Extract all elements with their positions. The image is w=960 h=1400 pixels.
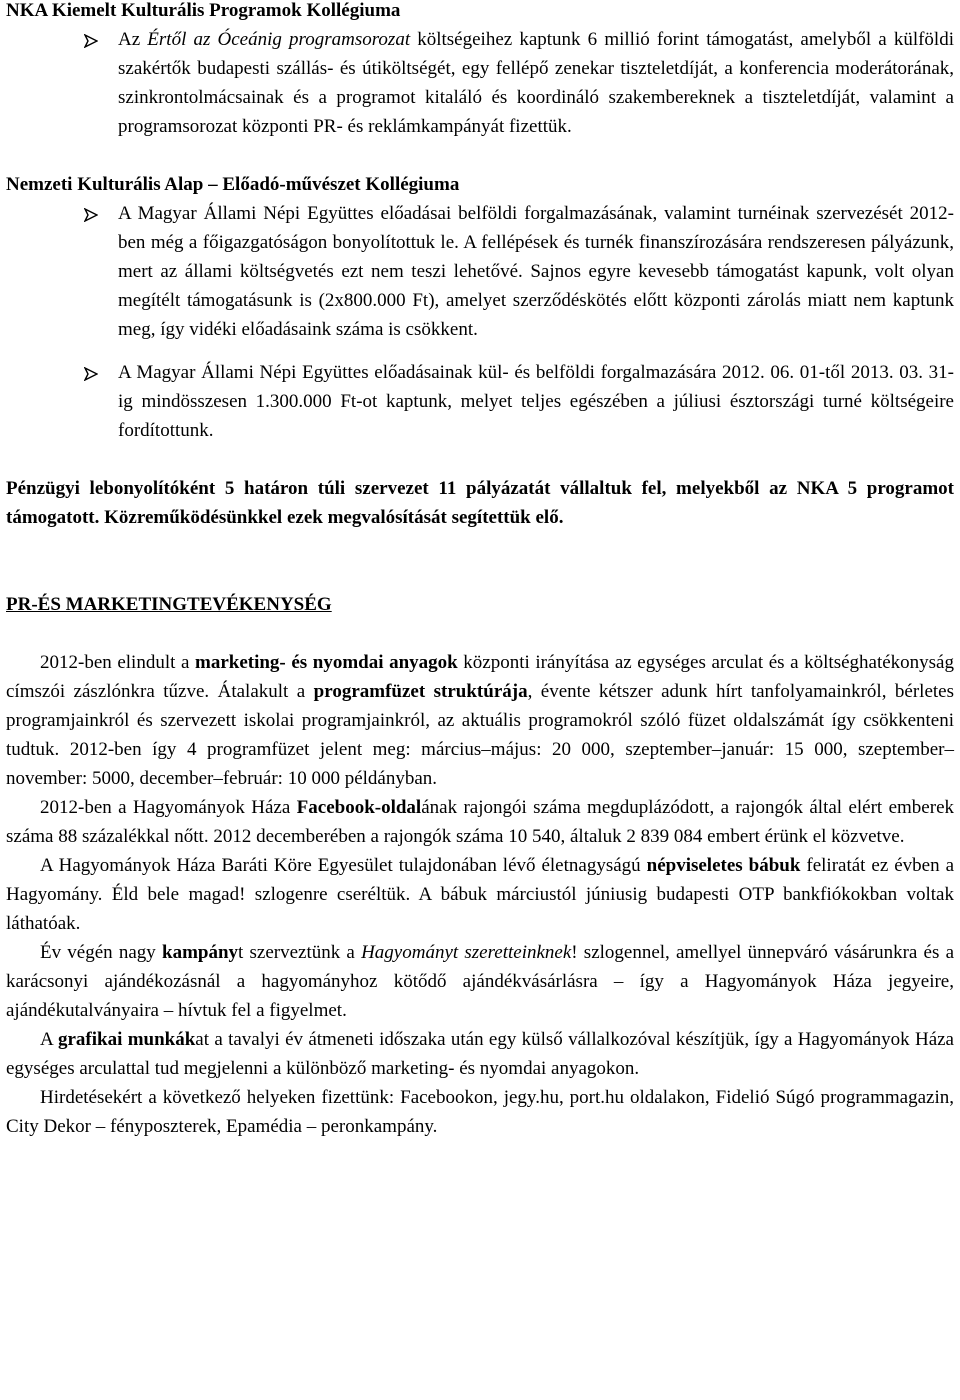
bold-term: marketing- és nyomdai anyagok <box>195 652 458 673</box>
bold-term: grafikai munkák <box>58 1029 196 1050</box>
paragraph-marketing <box>6 648 954 793</box>
nka-eloado-heading: Nemzeti Kulturális Alap – Előadó-művészet Kollégiuma <box>6 174 460 195</box>
list-item <box>6 358 954 445</box>
text-run: at a tavalyi év átmeneti időszaka után egy külső vállalkozóval készítjük, így a Hagyományok Háza egységes arculattal tud megjelenni a különböző marketing- és nyomdai anyagokon. <box>6 1029 954 1079</box>
nka-kiemelt-heading: NKA Kiemelt Kulturális Programok Kollégiuma <box>6 0 401 21</box>
text-run: ának rajongói száma megduplázódott, a rajongók által elért emberek száma 88 százalékkal nőtt. 2012 decemberében a rajongók száma 10 540, általuk 2 839 084 embert érünk el közvetve. <box>6 797 954 847</box>
bold-term: Facebook-oldal <box>296 797 422 818</box>
text-run: A <box>40 1029 58 1050</box>
text-run: ! szlogennel, amellyel ünnepváró vásárunkra és a karácsonyi ajándékozásnál a hagyományhoz kötődő ajándékvásárlásra – így a Hagyományok Háza jegyeire, ajándékutalványaira – hívtuk fel a figyelmet. <box>6 942 955 1021</box>
paragraph-grafika <box>6 1025 954 1083</box>
text-run: , évente kétszer adunk hírt tanfolyamainkról, bérletes programjainkról és szervezett iskolai programjainkról, az aktuális programokról szóló füzet oldalszámát így csökkenteni tudtuk. 2012-ben így 4 programfüzet jelent meg: március–május: 20 000, szeptember–január: 15 000, szeptember–november: 5000, december–február: 10 000 példányban. <box>6 681 954 789</box>
slogan: Hagyományt szeretteinknek <box>361 942 572 963</box>
list-item <box>6 199 954 344</box>
paragraph-hirdetesek: Hirdetésekért a következő helyeken fizettünk: Facebookon, jegy.hu, port.hu oldalakon, Fidelió Súgó programmagazin, City Dekor – fényposzterek, Epamédia – peronkampány. <box>6 1087 954 1137</box>
text-run: 2012-ben elindult a <box>40 652 195 673</box>
text-run: központi irányítása az egységes arculat és a költséghatékonyság címszói zászlónkra tűzve. Átalakult a <box>6 652 954 702</box>
arrow-bullet-icon <box>84 367 98 381</box>
paragraph-kampany <box>6 938 954 1025</box>
text-run: 2012-ben a Hagyományok Háza <box>40 797 297 818</box>
paragraph-facebook <box>6 793 954 851</box>
bullet-text: A Magyar Állami Népi Együttes előadásai belföldi forgalmazásának, valamint turnéinak szervezését 2012-ben még a főigazgatóságon bonyolítottuk le. A fellépések és turnék finanszírozására rendszeresen pályázunk, mert az állami költségvetés ezt nem teszi lehetővé. Sajnos egyre kevesebb támogatást kapunk, volt olyan megítélt támogatásunk is (2x800.000 Ft), amelyet szerződéskötés előtt központi zárolás miatt nem kaptunk meg, így vidéki előadásaink száma is csökkent. <box>118 203 954 340</box>
bold-term: programfüzet struktúrája <box>313 681 528 702</box>
bullet-text-post: költségeihez kaptunk 6 millió forint támogatást, amelyből a külföldi szakértők budapesti szállás- és útiköltségét, egy fellépő zenekar tiszteletdíját, a konferencia moderátorának, szinkrontolmácsainak és a programot kitaláló és koordináló szakembereknek a tiszteletdíját, valamint a programsorozat központi PR- és reklámkampányát fizettük. <box>118 29 954 137</box>
text-run: Év végén nagy <box>40 942 162 963</box>
arrow-bullet-icon <box>84 208 98 222</box>
financial-note: Pénzügyi lebonyolítóként 5 határon túli szervezet 11 pályázatát vállaltuk fel, melyekből az NKA 5 programot támogatott. Közreműködésünkkel ezek megvalósítását segítettük elő. <box>6 478 954 528</box>
list-item <box>6 25 954 141</box>
paragraph-babuk <box>6 851 954 938</box>
programme-name: Értől az Óceánig programsorozat <box>147 29 411 50</box>
text-run: t szerveztünk a <box>238 942 362 963</box>
text-run: A Hagyományok Háza Baráti Köre Egyesület tulajdonában lévő életnagyságú <box>40 855 647 876</box>
bullet-text: A Magyar Állami Népi Együttes előadásainak kül- és belföldi forgalmazására 2012. 06. 01-től 2013. 03. 31-ig mindösszesen 1.300.000 Ft-ot kaptunk, melyet teljes egészében a júliusi észtországi turné költségeire fordítottunk. <box>118 362 954 441</box>
arrow-bullet-icon <box>84 34 98 48</box>
bullet-text-pre: Az <box>118 29 148 50</box>
bold-term: népviseletes bábuk <box>646 855 801 876</box>
bold-term: kampány <box>162 942 239 963</box>
pr-section-title: PR-ÉS MARKETINGTEVÉKENYSÉG <box>6 594 332 615</box>
text-run: feliratát ez évben a Hagyomány. Éld bele magad! szlogenre cseréltük. A bábuk márciustól júniusig budapesti OTP bankfiókokban voltak láthatóak. <box>6 855 955 934</box>
